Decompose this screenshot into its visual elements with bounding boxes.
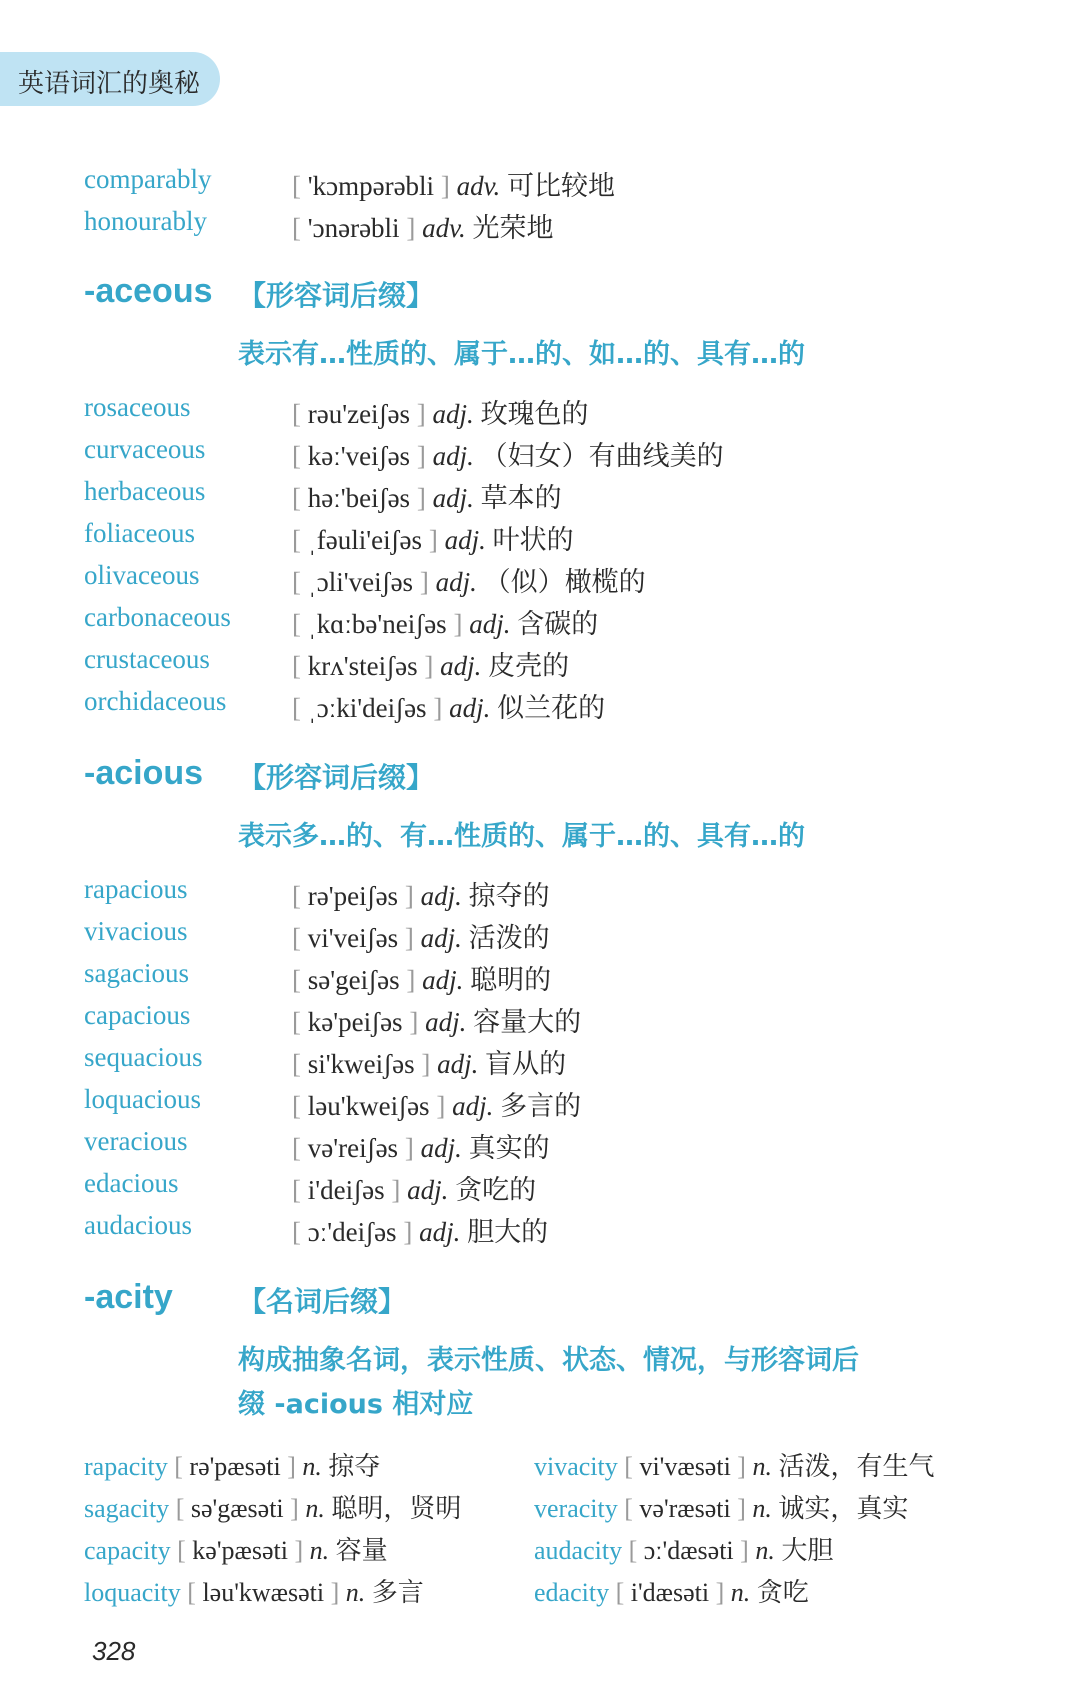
entry-definition: [ si'kweiʃəs ] adj. 盲从的 — [292, 1049, 567, 1079]
list-item: veracity [ və'ræsəti ] n. 诚实，真实 — [534, 1494, 909, 1523]
page-number: 328 — [92, 1636, 136, 1666]
list-item: vivacity [ vi'væsəti ] n. 活泼，有生气 — [534, 1452, 935, 1481]
list-item: sagacity [ sə'gæsəti ] n. 聪明，贤明 — [84, 1494, 462, 1523]
entry-definition: [ 'ɔnərəbli ] adv. 光荣地 — [292, 213, 554, 243]
list-item: audacity [ ɔː'dæsəti ] n. 大胆 — [534, 1536, 834, 1565]
entry-word: edacious — [84, 1168, 179, 1198]
entry-word: sagacious — [84, 958, 189, 988]
list-item: rapacity [ rə'pæsəti ] n. 掠夺 — [84, 1452, 381, 1481]
book-title-tab — [0, 52, 220, 106]
suffix-meaning: 表示有…性质的、属于…的、如…的、具有…的 — [238, 339, 805, 370]
entry-row — [0, 434, 1080, 476]
entry-word: crustaceous — [84, 644, 210, 674]
entry-word: rapacious — [84, 874, 188, 904]
list-item: capacity [ kə'pæsəti ] n. 容量 — [84, 1536, 388, 1565]
entry-row — [0, 1126, 1080, 1168]
suffix-meaning-line-2: 缀 -acious 相对应 — [238, 1389, 474, 1420]
suffix-category: 【形容词后缀】 — [238, 279, 435, 312]
entry-word: sequacious — [84, 1042, 203, 1072]
entry-word: comparably — [84, 164, 212, 194]
entry-row — [0, 644, 1080, 686]
entry-definition: [ və'reiʃəs ] adj. 真实的 — [292, 1133, 550, 1163]
entry-definition: [ krʌ'steiʃəs ] adj. 皮壳的 — [292, 651, 570, 681]
entry-row — [0, 1084, 1080, 1126]
entry-definition: [ rə'peiʃəs ] adj. 掠夺的 — [292, 881, 550, 911]
entry-definition: [ vi'veiʃəs ] adj. 活泼的 — [292, 923, 550, 953]
entry-row — [0, 392, 1080, 434]
entry-row — [0, 1042, 1080, 1084]
entry-definition: [ i'deiʃəs ] adj. 贪吃的 — [292, 1175, 537, 1205]
suffix-meaning-line-1: 构成抽象名词，表示性质、状态、情况，与形容词后 — [238, 1345, 859, 1376]
list-item: loquacity [ ləu'kwæsəti ] n. 多言 — [84, 1578, 424, 1607]
entry-row — [0, 1168, 1080, 1210]
suffix-meaning: 表示多…的、有…性质的、属于…的、具有…的 — [238, 821, 805, 852]
entry-row — [0, 1210, 1080, 1252]
entry-definition: [ rəu'zeiʃəs ] adj. 玫瑰色的 — [292, 399, 589, 429]
entry-word: audacious — [84, 1210, 192, 1240]
entry-word: rosaceous — [84, 392, 191, 422]
entry-definition: [ 'kɔmpərəbli ] adv. 可比较地 — [292, 171, 616, 201]
entry-word: vivacious — [84, 916, 188, 946]
entry-row — [0, 916, 1080, 958]
section-heading — [0, 1278, 1080, 1328]
suffix-category: 【名词后缀】 — [238, 1285, 407, 1318]
book-title: 英语词汇的奥秘 — [18, 69, 201, 99]
entry-definition: [ kə'peiʃəs ] adj. 容量大的 — [292, 1007, 582, 1037]
entry-word: orchidaceous — [84, 686, 227, 716]
entry-row — [0, 518, 1080, 560]
entry-word: veracious — [84, 1126, 188, 1156]
entry-word: curvaceous — [84, 434, 206, 464]
entry-row — [0, 476, 1080, 518]
entry-definition: [ ˌɔli'veiʃəs ] adj. （似）橄榄的 — [292, 567, 646, 597]
entry-definition: [ ˌfəuli'eiʃəs ] adj. 叶状的 — [292, 525, 574, 555]
entry-definition: [ həː'beiʃəs ] adj. 草本的 — [292, 483, 562, 513]
entry-row — [0, 686, 1080, 728]
suffix-title: -acious — [84, 754, 204, 792]
section-heading — [0, 272, 1080, 322]
entry-row — [0, 602, 1080, 644]
entry-definition: [ kəː'veiʃəs ] adj. （妇女）有曲线美的 — [292, 441, 724, 471]
section-heading — [0, 754, 1080, 804]
suffix-title: -acity — [84, 1278, 173, 1316]
entry-definition: [ sə'geiʃəs ] adj. 聪明的 — [292, 965, 552, 995]
suffix-title: -aceous — [84, 272, 213, 310]
entry-row — [0, 206, 1080, 248]
entry-row — [0, 958, 1080, 1000]
entry-word: carbonaceous — [84, 602, 231, 632]
entry-word: honourably — [84, 206, 207, 236]
entry-row — [0, 560, 1080, 602]
entry-row — [0, 874, 1080, 916]
suffix-category: 【形容词后缀】 — [238, 761, 435, 794]
entry-word: loquacious — [84, 1084, 201, 1114]
entry-definition: [ ləu'kweiʃəs ] adj. 多言的 — [292, 1091, 582, 1121]
entry-row — [0, 1000, 1080, 1042]
list-item: edacity [ i'dæsəti ] n. 贪吃 — [534, 1578, 809, 1607]
entry-definition: [ ˌɔːki'deiʃəs ] adj. 似兰花的 — [292, 693, 606, 723]
entry-word: herbaceous — [84, 476, 206, 506]
entry-word: capacious — [84, 1000, 191, 1030]
entry-definition: [ ɔː'deiʃəs ] adj. 胆大的 — [292, 1217, 549, 1247]
entry-word: olivaceous — [84, 560, 200, 590]
entry-row — [0, 164, 1080, 206]
entry-definition: [ ˌkɑːbə'neiʃəs ] adj. 含碳的 — [292, 609, 599, 639]
entry-word: foliaceous — [84, 518, 195, 548]
